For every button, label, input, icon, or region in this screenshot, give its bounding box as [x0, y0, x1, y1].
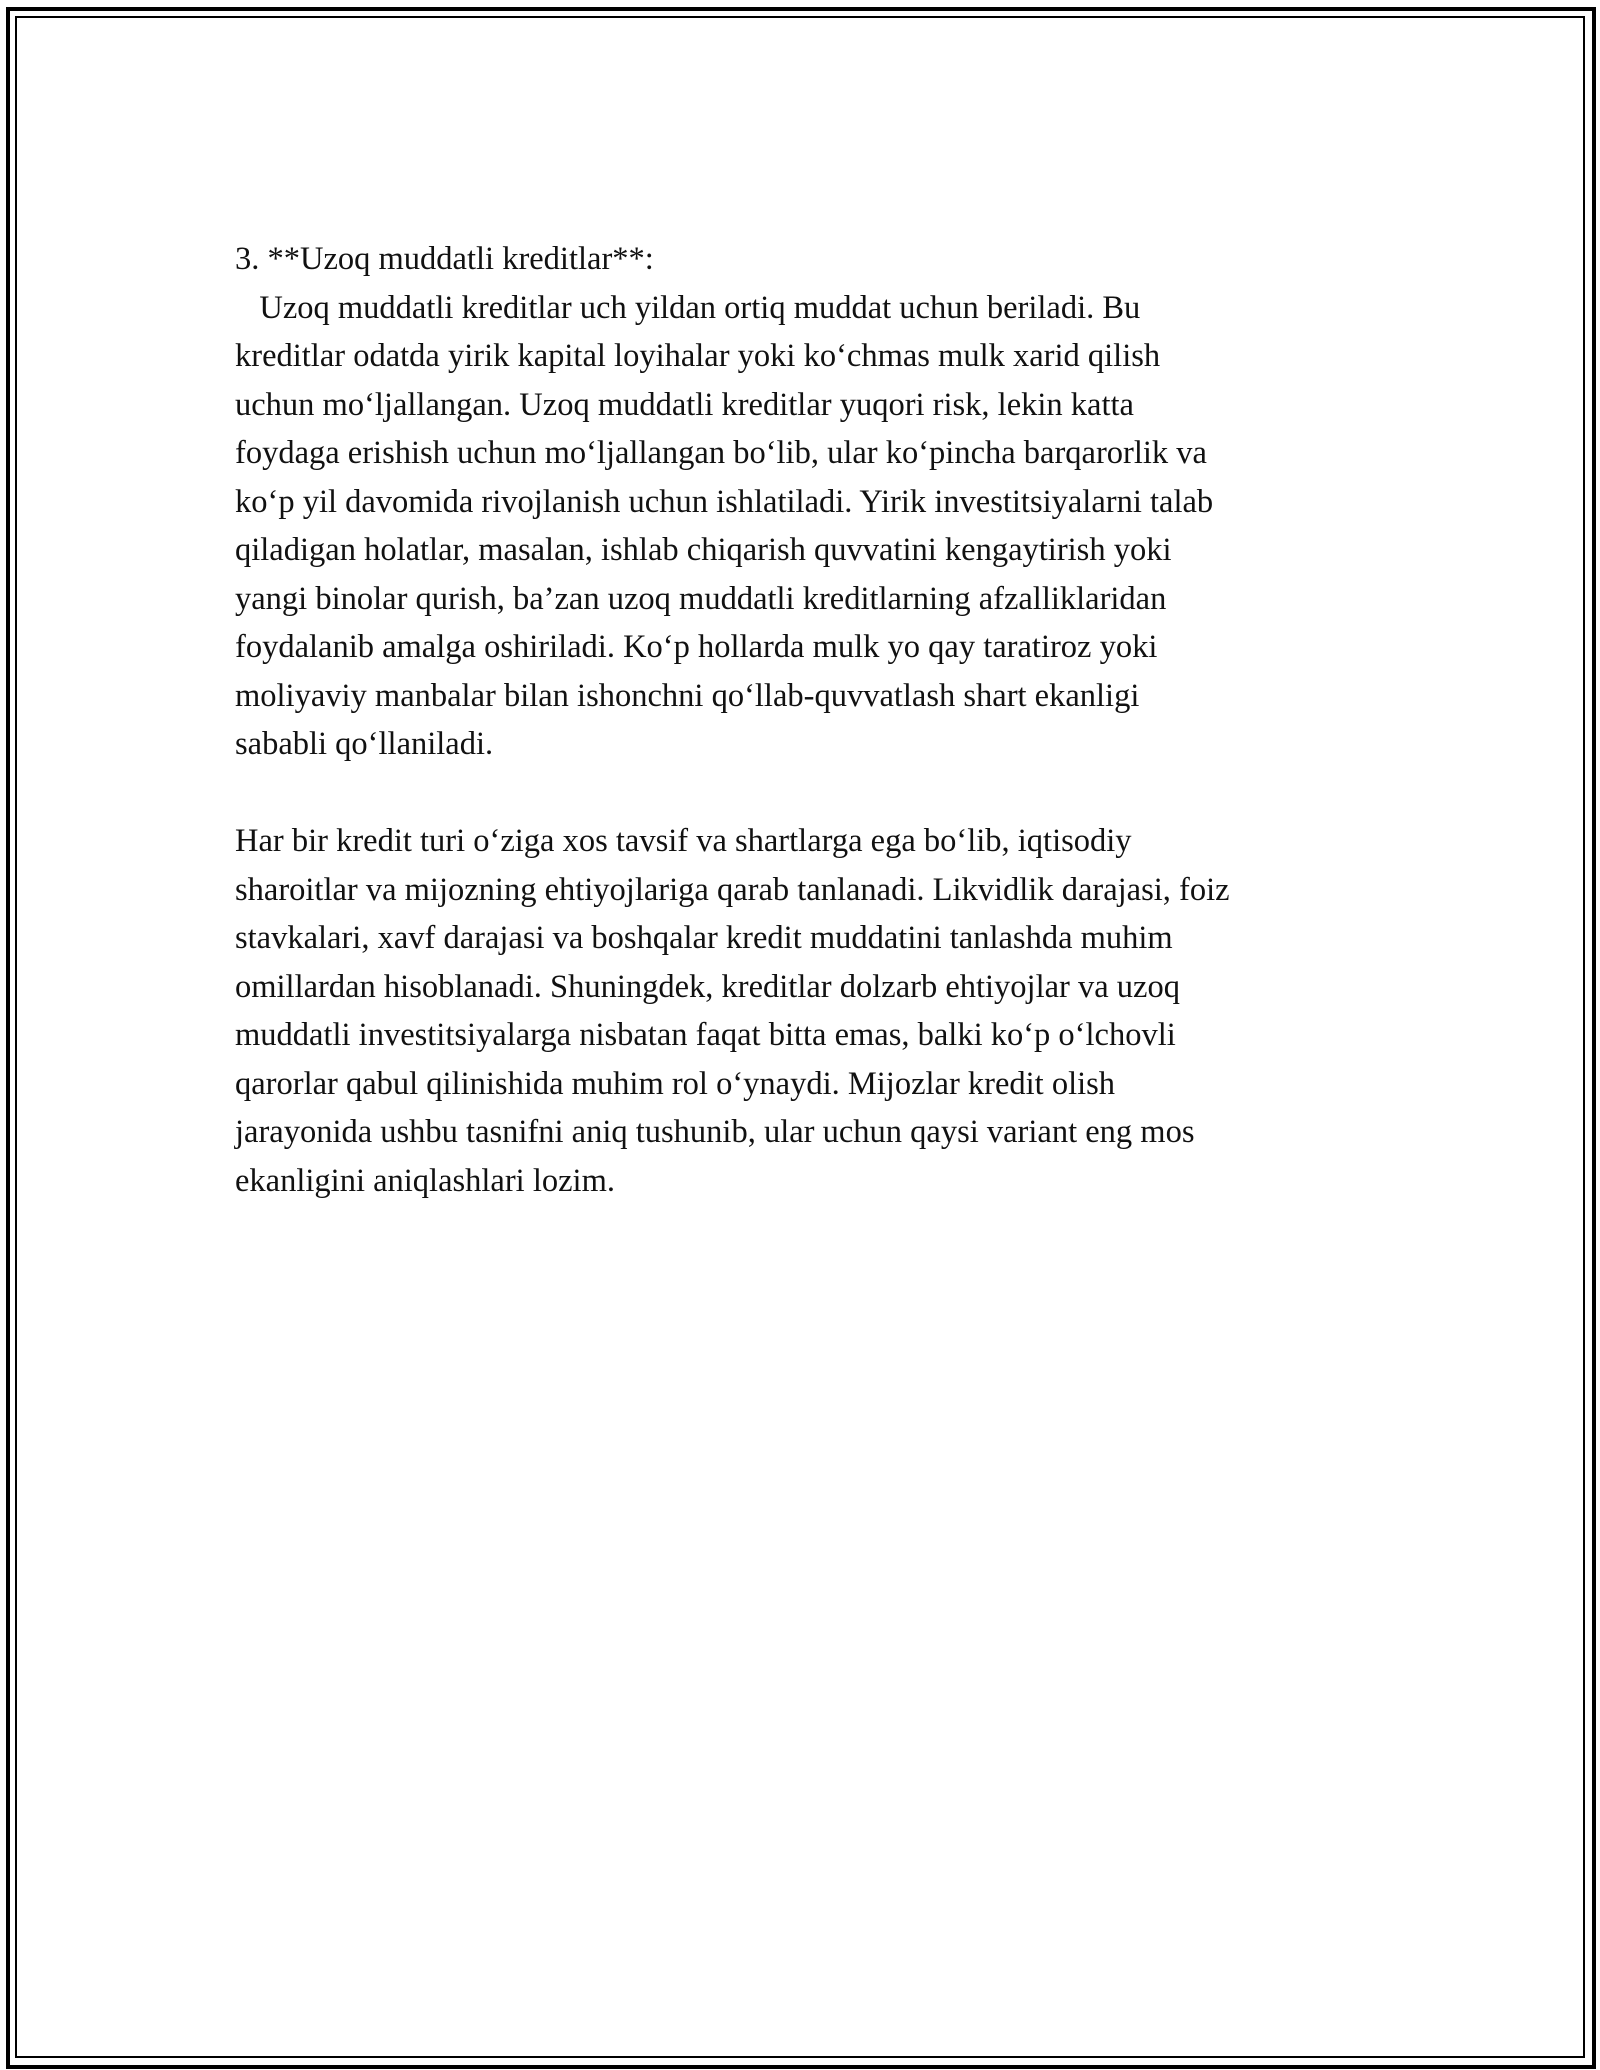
paragraph-line: omillardan hisoblanadi. Shuningdek, kreditlar dolzarb ehtiyojlar va uzoq	[235, 968, 1180, 1005]
paragraph-line: foydalanib amalga oshiriladi. Ko‘p hollarda mulk yo qay taratiroz yoki	[235, 629, 1158, 665]
paragraph-1	[235, 284, 1365, 769]
paragraph-line: jarayonida ushbu tasnifni aniq tushunib, ular uchun qaysi variant eng mos	[235, 1114, 1195, 1150]
paragraph-line: uchun mo‘ljallangan. Uzoq muddatli kreditlar yuqori risk, lekin katta	[235, 386, 1134, 423]
paragraph-line: foydaga erishish uchun mo‘ljallangan bo‘lib, ular ko‘pincha barqarorlik va	[235, 435, 1207, 471]
paragraph-line: yangi binolar qurish, ba’zan uzoq muddatli kreditlarning afzalliklaridan	[235, 580, 1167, 617]
paragraph-2	[235, 817, 1365, 1205]
paragraph-line: Har bir kredit turi o‘ziga xos tavsif va shartlarga ega bo‘lib, iqtisodiy	[235, 823, 1132, 859]
paragraph-spacer	[235, 769, 1365, 818]
document-body	[235, 235, 1365, 1205]
paragraph-line: moliyaviy manbalar bilan ishonchni qo‘llab-quvvatlash shart ekanligi	[235, 677, 1140, 714]
paragraph-line: stavkalari, xavf darajasi va boshqalar kredit muddatini tanlashda muhim	[235, 920, 1173, 956]
paragraph-line: kreditlar odatda yirik kapital loyihalar yoki ko‘chmas mulk xarid qilish	[235, 338, 1161, 374]
paragraph-line: Uzoq muddatli kreditlar uch yildan ortiq muddat uchun beriladi. Bu	[235, 289, 1141, 326]
paragraph-line: sababli qo‘llaniladi.	[235, 726, 494, 762]
paragraph-line: qarorlar qabul qilinishida muhim rol o‘ynaydi. Mijozlar kredit olish	[235, 1065, 1116, 1102]
section-heading: 3. **Uzoq muddatli kreditlar**:	[235, 241, 654, 277]
paragraph-line: qiladigan holatlar, masalan, ishlab chiqarish quvvatini kengaytirish yoki	[235, 532, 1172, 568]
paragraph-line: ko‘p yil davomida rivojlanish uchun ishlatiladi. Yirik investitsiyalarni talab	[235, 483, 1214, 520]
paragraph-line: muddatli investitsiyalarga nisbatan faqat bitta emas, balki ko‘p o‘lchovli	[235, 1017, 1176, 1053]
paragraph-line: sharoitlar va mijozning ehtiyojlariga qarab tanlanadi. Likvidlik darajasi, foiz	[235, 871, 1230, 908]
paragraph-line: ekanligini aniqlashlari lozim.	[235, 1162, 615, 1199]
